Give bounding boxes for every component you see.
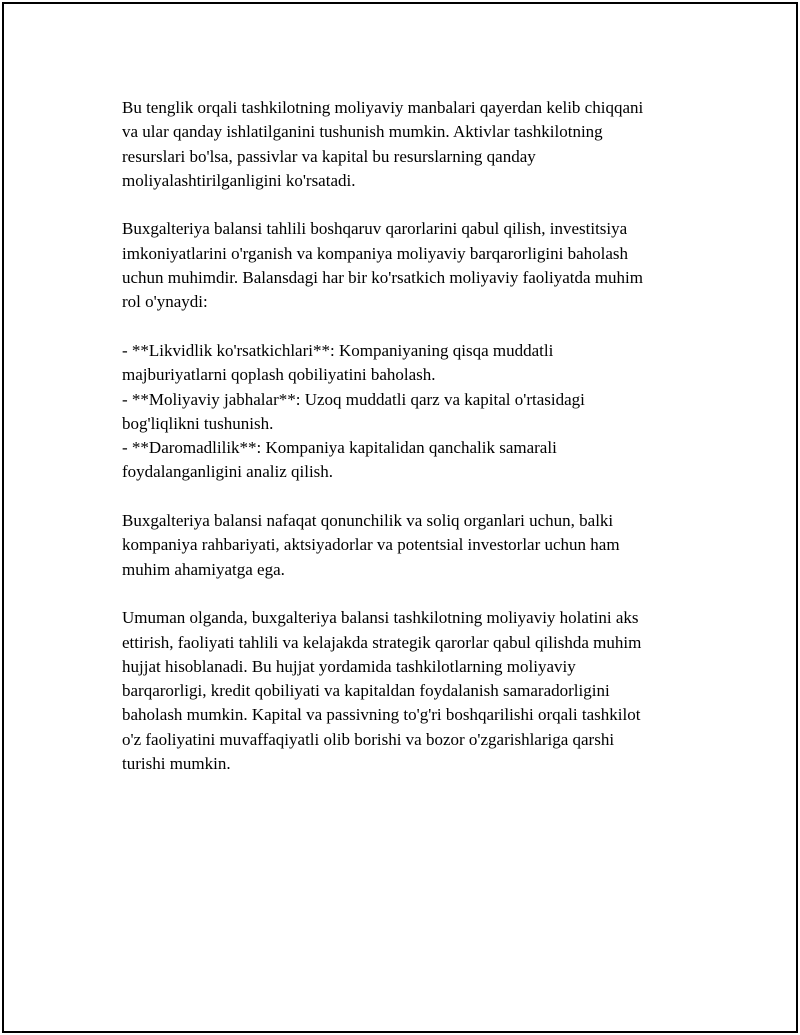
- list-item-profitability: - **Daromadlilik**: Kompaniya kapitalidan qanchalik samarali foydalanganligini analiz qilish.: [122, 438, 557, 482]
- indicator-list: [122, 339, 722, 485]
- paragraph-intro: Bu tenglik orqali tashkilotning moliyaviy manbalari qayerdan kelib chiqqani va ular qanday ishlatilganini tushunish mumkin. Aktivlar tashkilotning resurslari bo'lsa, passivlar va kapital bu resurslarning qanday moliyalashtirilganligini ko'rsatadi.: [122, 98, 644, 190]
- paragraph-conclusion: Umuman olganda, buxgalteriya balansi tashkilotning moliyaviy holatini aks ettirish, faoliyati tahlili va kelajakda strategik qarorlar qabul qilishda muhim hujjat hisoblanadi. Bu hujjat yordamida tashkilotlarning moliyaviy barqarorligi, kredit qobiliyati va kapitaldan foydalanish samaradorligini baholash mumkin. Kapital va passivning to'g'ri boshqarilishi orqali tashkilot o'z faoliyatini muvaffaqiyatli olib borishi va bozor o'zgarishlariga qarshi turishi mumkin.: [122, 608, 642, 774]
- page-frame: [2, 2, 798, 1033]
- paragraph-analysis: Buxgalteriya balansi tahlili boshqaruv qarorlarini qabul qilish, investitsiya imkoniyatlarini o'rganish va kompaniya moliyaviy barqarorligini baholash uchun muhimdir. Balansdagi har bir ko'rsatkich moliyaviy faoliyatda muhim rol o'ynaydi:: [122, 219, 643, 312]
- paragraph-stakeholders: Buxgalteriya balansi nafaqat qonunchilik va soliq organlari uchun, balki kompaniya rahbariyati, aktsiyadorlar va potentsial investorlar uchun ham muhim ahamiyatga ega.: [122, 511, 620, 579]
- list-item-financial-leverage: - **Moliyaviy jabhalar**: Uzoq muddatli qarz va kapital o'rtasidagi bog'liqlikni tushunish.: [122, 389, 585, 433]
- document-body: [122, 96, 722, 801]
- list-item-liquidity: - **Likvidlik ko'rsatkichlari**: Kompaniyaning qisqa muddatli majburiyatlarni qoplash qobiliyatini baholash.: [122, 340, 554, 385]
